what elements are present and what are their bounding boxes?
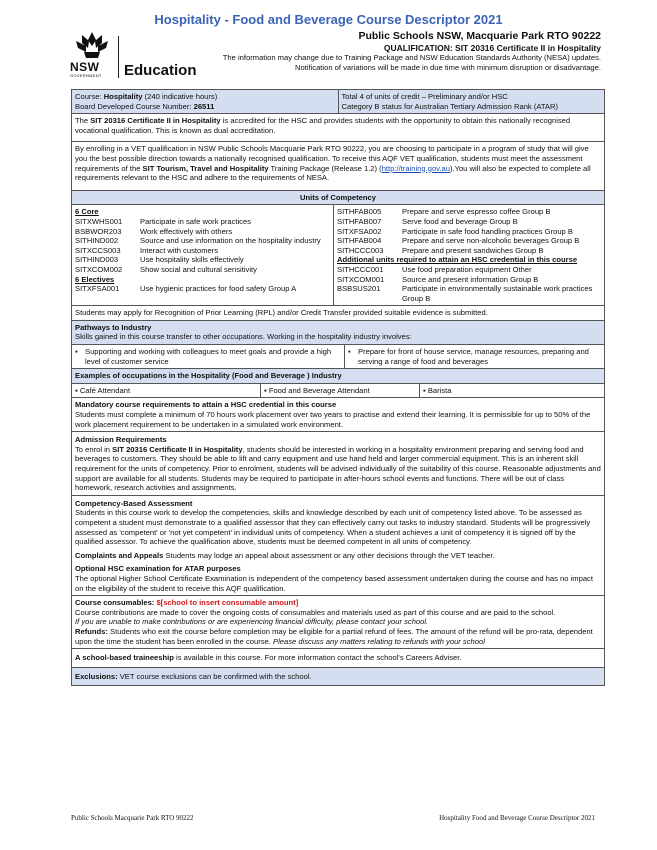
units-right-column — [334, 205, 604, 305]
refunds-label: Refunds: — [75, 626, 108, 636]
unit-title: Use hospitality skills effectively — [140, 255, 244, 265]
unit-code: SITHFAB004 — [337, 236, 382, 246]
occupation-item: ▪ Barista — [423, 385, 452, 395]
competency-text: Students in this course work to develop the competencies, skills and knowledge described by each unit of competency listed above. To be assessed as competent a student must demonstrate to a qualified assessor that they can effectively carry out tasks to industry standard. Students will be progressively assessed as 'competent' or 'not yet competent' in individual units of competency. When a student achieves a unit of competency it is signed off by the qualified assessor. To achieve the qualification above, students must be deemed competent in all units of competency. — [75, 508, 591, 547]
units-credit: Total 4 of units of credit – Preliminary and/or HSC — [341, 92, 508, 101]
unit-row — [337, 227, 601, 237]
course-hours: (240 indicative hours) — [142, 92, 218, 101]
unit-title: Show social and cultural sensitivity — [140, 264, 257, 274]
logo-education: Education — [124, 62, 197, 79]
pathways-text: Skills gained in this course transfer to other occupations. Working in the hospitality industry involves: — [75, 332, 412, 342]
accredit-text-pre: The — [75, 116, 91, 126]
footer-left: Public Schools Macquarie Park RTO 90222 — [71, 814, 194, 822]
unit-title: Prepare and present sandwiches Group B — [402, 245, 544, 255]
accredit-qualification: SIT 20316 Certificate II in Hospitality — [90, 116, 221, 126]
consumables-heading: Course consumables: — [75, 598, 157, 608]
unit-code: SITHIND002 — [75, 236, 119, 246]
unit-row — [337, 275, 601, 285]
page-title: Hospitality - Food and Beverage Course Descriptor 2021 — [154, 12, 503, 27]
exclusions-label: Exclusions: — [75, 671, 118, 681]
exclusions-text: VET course exclusions can be confirmed with the school. — [117, 671, 312, 681]
occupations-list — [71, 384, 605, 399]
competency-heading: Competency-Based Assessment — [75, 498, 193, 508]
unit-row — [75, 227, 330, 237]
course-summary-table — [71, 89, 605, 114]
header-note-2: Notification of variations will be made in due time with minimum disruption or disadvantage. — [294, 63, 601, 72]
unit-row — [75, 217, 330, 227]
refunds-text: Students who exit the course before completion may be eligible for a partial refund of fees. The amount of the refund will be pro-rata, dependent upon the time the student has been enrolled in the course. — [75, 626, 593, 646]
unit-title: Source and use information on the hospitality industry — [140, 236, 321, 246]
consumables-text: Course contributions are made to cover the ongoing costs of consumables and materials used as part of this course and are paid to the school. — [75, 607, 556, 617]
unit-row — [75, 255, 330, 265]
enrol-text-post: ).You will also be expected to complete all requirements relevant to the HSC and adhere to the requirements of NESA. — [75, 163, 591, 183]
occupation-item: ▪ Café Attendant — [72, 384, 261, 398]
unit-code: SITXCCS003 — [75, 245, 121, 255]
enrol-text-pre: By enrolling in a VET qualification in NSW Public Schools Macquarie Park RTO 90222, you are choosing to participate in a program of study that will give you the best possible direction towards a nationally recognised qualification. To receive this AQF VET qualification, students must meet the assessment requirements of the — [75, 144, 589, 173]
rpl-section: Students may apply for Recognition of Prior Learning (RPL) and/or Credit Transfer provided suitable evidence is submitted. — [71, 306, 605, 321]
credit-info-cell — [338, 90, 605, 114]
unit-row — [337, 246, 601, 256]
electives-left-list — [75, 284, 330, 294]
unit-title: Prepare and serve non-alcoholic beverages Group B — [402, 236, 580, 246]
pathway-item: ▪ Prepare for front of house service, manage resources, preparing and serving a range of food and beverages — [345, 345, 604, 368]
header-qualification: QUALIFICATION: SIT 20316 Certificate II in Hospitality — [383, 43, 601, 53]
refunds-note: Please discuss any matters relating to refunds with your school — [273, 636, 485, 646]
units-heading: Units of Competency — [71, 191, 605, 206]
unit-code: SITXFSA001 — [75, 284, 120, 294]
enrolment-section — [71, 142, 605, 190]
occupation-text: Café Attendant — [79, 385, 131, 395]
course-number-value: 26511 — [193, 101, 215, 111]
unit-row — [75, 236, 330, 246]
unit-title: Prepare and serve espresso coffee Group B — [402, 207, 551, 217]
traineeship-section — [71, 649, 605, 668]
admission-qualification: SIT 20316 Certificate II in Hospitality — [112, 444, 243, 454]
waratah-icon — [72, 30, 112, 60]
admission-section — [71, 432, 605, 496]
traineeship-text: is available in this course. For more information contact the school's Careers Adviser. — [173, 653, 462, 663]
consumables-amount: $[school to insert consumable amount] — [156, 598, 299, 608]
pathway-item: ▪ Supporting and working with colleagues to meet goals and provide a high level of customer service — [72, 345, 345, 368]
unit-row — [337, 207, 601, 217]
mandatory-heading: Mandatory course requirements to attain a HSC credential in this course — [75, 400, 337, 410]
unit-code: SITHIND003 — [75, 255, 119, 265]
unit-code: SITHFAB005 — [337, 207, 382, 217]
unit-code: SITHCCC003 — [337, 245, 384, 255]
complaints-heading: Complaints and Appeals — [75, 550, 164, 560]
admission-heading: Admission Requirements — [75, 435, 167, 445]
occupations-heading: Examples of occupations in the Hospitality (Food and Beverage ) Industry — [71, 369, 605, 384]
unit-title: Use food preparation equipment Other — [402, 264, 532, 274]
header-note-1: The information may change due to Training Package and NSW Education Standards Authority (NESA) updates. — [222, 53, 601, 62]
optional-hsc-heading: Optional HSC examination for ATAR purposes — [75, 564, 241, 574]
logo-government: GOVERNMENT — [70, 73, 102, 78]
assessment-section — [71, 496, 605, 596]
complaints-text: Students may lodge an appeal about assessment or any other decisions through the VET teacher. — [163, 550, 495, 560]
pathway-item-text: Supporting and working with colleagues to meet goals and provide a high level of customer service — [85, 347, 332, 366]
admission-text-post: , students should be interested in working in a hospitality environment preparing and serving food and beverages to customers. They should be able to lift and carry equipment and use hand held and larger commercial equipment. This is an inherent skill requirement for the units of competency. Prior to enrolment, students will be advised individually of the suitability of this course. Reasonable adjustments and support are available for all students. Students may be required to participate in after-hours school events and functions. There will be out of class homework, research activities and assignments. — [75, 444, 601, 493]
unit-code: SITXFSA002 — [337, 226, 382, 236]
core-units-list — [75, 217, 330, 275]
unit-code: SITXCOM001 — [337, 274, 385, 284]
pathway-item-text: Prepare for front of house service, manage resources, preparing and serving a range of food and beverages — [358, 347, 589, 366]
unit-row — [337, 284, 601, 303]
consumables-section — [71, 596, 605, 649]
nsw-education-logo — [70, 30, 210, 80]
unit-code: SITHCCC001 — [337, 264, 384, 274]
enrol-text-mid: Training Package (Release 1.2) ( — [268, 163, 382, 173]
core-heading: 6 Core — [75, 207, 99, 217]
accreditation-section — [71, 114, 605, 142]
pathways-section — [71, 321, 605, 345]
pathways-heading: Pathways to Industry — [75, 322, 152, 332]
unit-title: Participate in safe food handling practices Group B — [402, 226, 573, 236]
mandatory-text: Students must complete a minimum of 70 hours work placement over two years to practise and extend their learning. It is permissible for up to 50% of the work placement requirement to be undertaken in a simulated work environment. — [75, 410, 591, 429]
unit-title: Interact with customers — [140, 245, 219, 255]
unit-row — [75, 265, 330, 275]
mandatory-section — [71, 398, 605, 432]
course-value: Hospitality — [103, 92, 143, 101]
accredit-text-post: is accredited for the HSC and provides students with the opportunity to obtain this nationally recognised vocational qualification. This is known as dual accreditation. — [75, 116, 571, 135]
unit-title: Participate in safe work practices — [140, 216, 251, 226]
admission-text-pre: To enrol in — [75, 444, 113, 454]
pathways-items — [71, 345, 605, 369]
unit-code: BSBWOR203 — [75, 226, 122, 236]
exclusions-section — [71, 668, 605, 687]
additional-units-heading: Additional units required to attain an HSC credential in this course — [337, 255, 578, 265]
unit-title: Participate in environmentally sustainable work practices Group B — [402, 284, 593, 303]
occupation-text: Food and Beverage Attendant — [268, 385, 370, 395]
units-section — [71, 205, 605, 306]
unit-code: SITHFAB007 — [337, 216, 382, 226]
occupation-text: Barista — [427, 385, 452, 395]
course-label: Course: — [75, 92, 104, 101]
header-info — [223, 30, 601, 73]
unit-row — [337, 217, 601, 227]
unit-code: SITXWHS001 — [75, 216, 123, 226]
logo-divider — [118, 36, 119, 78]
header-org: Public Schools NSW, Macquarie Park RTO 90222 — [358, 30, 601, 42]
electives-heading: 6 Electives — [75, 274, 115, 284]
enrol-training-package: SIT Tourism, Travel and Hospitality — [142, 163, 269, 173]
unit-row — [75, 284, 330, 294]
occupation-item: ▪ Food and Beverage Attendant — [261, 384, 420, 398]
unit-row — [337, 265, 601, 275]
units-left-column — [72, 205, 334, 305]
unit-code: SITXCOM002 — [75, 264, 123, 274]
consumables-hardship-note: If you are unable to make contributions or are experiencing financial difficulty, please contact your school. — [75, 617, 429, 627]
course-info-cell — [72, 90, 339, 114]
course-descriptor — [71, 89, 605, 686]
unit-title: Serve food and beverage Group B — [402, 216, 518, 226]
traineeship-heading: A school-based traineeship — [75, 653, 174, 663]
logo-nsw: NSW — [70, 60, 100, 74]
unit-row — [75, 246, 330, 256]
optional-hsc-text: The optional Higher School Certificate Examination is independent of the competency based assessment undertaken during the course and has no impact on the eligibility of the student to receive this AQF qualification. — [75, 573, 593, 593]
unit-title: Work effectively with others — [140, 226, 233, 236]
footer-right: Hospitality Food and Beverage Course Descriptor 2021 — [439, 814, 595, 822]
unit-title: Use hygienic practices for food safety Group A — [140, 284, 297, 294]
additional-units-list — [337, 265, 601, 303]
atar-status: Category B status for Australian Tertiary Admission Rank (ATAR) — [341, 101, 559, 111]
unit-code: BSBSUS201 — [337, 284, 381, 294]
unit-row — [337, 236, 601, 246]
electives-right-list — [337, 207, 601, 255]
training-gov-link[interactable]: http://training.gov.au — [381, 163, 450, 173]
unit-title: Source and present information Group B — [402, 274, 539, 284]
course-number-label: Board Developed Course Number: — [75, 101, 194, 111]
